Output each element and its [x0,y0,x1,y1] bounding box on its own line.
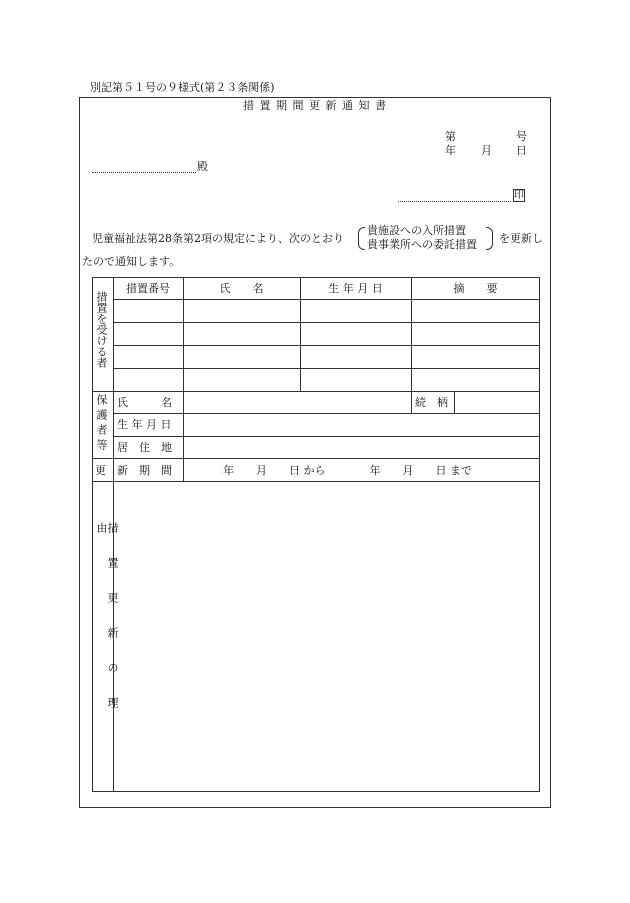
form-label: 別記第５１号の９様式(第２３条関係) [90,81,275,94]
body-option1: 貴施設への入所措置 [367,224,466,237]
body-suffix: を更新し [499,232,543,245]
reason-field[interactable] [114,482,539,791]
brace-right [486,227,493,250]
guardian-name-label: 氏 名 [117,396,172,409]
document-title: 措 置 期 間 更 新 通 知 書 [243,99,387,112]
renewal-range: 年 月 日 から 年 月 日 まで [223,464,472,477]
section2-label: 保護者等 [95,394,108,454]
relation-label: 続 柄 [415,396,448,409]
guardian-address-label: 居 住 地 [117,441,172,454]
number-go: 号 [516,130,527,143]
header-name: 氏 名 [219,282,264,295]
date-day: 日 [516,144,527,157]
brace-left [358,227,365,250]
body-prefix: 児童福祉法第28条第2項の規定により、次のとおり [92,232,344,245]
sender-line [398,201,511,202]
header-birthdate: 生 年 月 日 [328,282,383,295]
body-option2: 貴事業所への委託措置 [367,238,477,251]
renewal-label: 更 新 期 間 [95,464,172,477]
section1-label: 措置を受ける者 [95,291,108,368]
header-measure-no: 措置番号 [126,282,170,295]
date-year: 年 [445,144,456,157]
guardian-birth-label: 生 年 月 日 [117,418,172,431]
body-line2: たので通知します。 [82,255,181,268]
addressee-suffix: 殿 [197,160,208,173]
addressee-line [92,172,196,173]
reason-label: 措置更新の理由 [95,522,119,732]
date-month: 月 [481,144,492,157]
header-summary: 摘 要 [453,282,498,295]
seal-box: 印 [514,190,524,201]
number-dai: 第 [445,130,456,143]
